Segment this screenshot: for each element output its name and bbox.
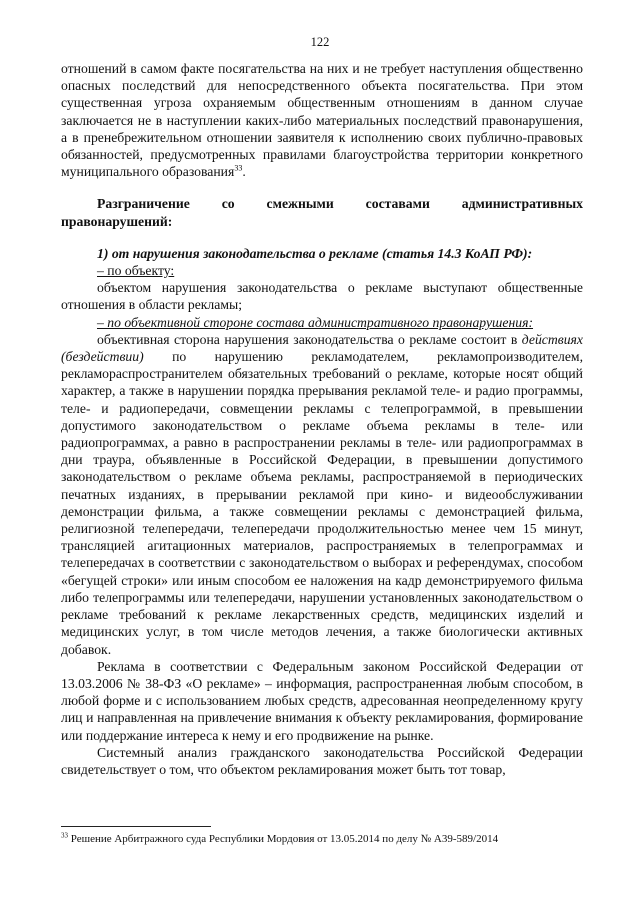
- paragraph-opening-text: отношений в самом факте посягательства на них и не требует наступления общественно опасных последствий для непосредственного объекта посягательства. При этом существенная угроза охраняемым общественным отношениям в данном случае заключается не в наступлении каких-либо материальных последствий правонарушения, а в пренебрежительном отношении заявителя к исполнению своих публично-правовых обязанностей, предусмотренных правилами благоустройства территории конкретного муниципального образования: [61, 61, 583, 180]
- by-object-label: – по объекту:: [97, 263, 175, 279]
- by-objective-label: – по объективной стороне состава административного правонарушения:: [97, 314, 534, 330]
- footnote-number: 33: [61, 831, 68, 840]
- paragraph-opening: отношений в самом факте посягательства на них и не требует наступления общественно опасных последствий для непосредственного объекта посягательства. При этом существенная угроза охраняемым общественным отношениям в данном случае заключается не в наступлении каких-либо материальных последствий правонарушения, а в пренебрежительном отношении заявителя к исполнению своих публично-правовых обязанностей, предусмотренных правилами благоустройства территории конкретного муниципального образования$^{33}$.: [61, 61, 583, 180]
- footnote-reference[interactable]: 33: [234, 163, 243, 173]
- objective-italic: действиях (бездействии): [61, 331, 583, 365]
- by-object-text: объектом нарушения законодательства о рекламе выступают общественные отношения в области рекламы;: [61, 280, 583, 313]
- page-number: 122: [310, 35, 330, 49]
- paragraph-system-analysis: Системный анализ гражданского законодательства Российской Федерации свидетельствует о том, что объектом рекламирования может быть тот товар,: [61, 744, 583, 777]
- objective-rest: по нарушению рекламодателем, рекламопроизводителем, рекламораспространителем обязательных требований о рекламе, которые носят общий характер, а также в нарушении порядка прерывания рекламой теле- и радио программы, теле- и радиопередачи, совмещении рекламы с телепрограммой, в превышении допустимого законодательством о рекламе объема рекламы в теле- или радиопрограммах, а равно в распространении рекламы в теле- или радиопрограммах в дни траура, объявленные в Российской Федерации, в превышении допустимого законодательством о рекламе объема рекламы, распространяемой в периодических печатных изданиях, в прерывании рекламой при кино- и видеообслуживании демонстрации фильма, а также совмещении рекламы с демонстрацией фильма, религиозной телепередачи, телепередачи продолжительностью менее чем 15 минут, трансляцией агитационных материалов, распространяемых в телепрограммах и телепередачах в соответствии с законодательством о выборах и референдумах, способом «бегущей строки» или иным способом ее наложения на кадр демонстрируемого фильма либо телепрограммы или телепередачи, нарушении установленных законодательством о рекламе требований к рекламе лекарственных средств, медицинских изделий и медицинских услуг, в том числе методов лечения, а также биологически активных добавок.: [61, 349, 584, 657]
- footnote: [61, 832, 583, 846]
- footnote-text: Решение Арбитражного суда Республики Мордовия от 13.05.2014 по делу № А39-589/2014: [70, 833, 499, 845]
- section-heading: Разграничение со смежными составами административных: [97, 196, 583, 212]
- section-heading-continuation: правонарушений:: [61, 213, 173, 229]
- subheading-advertising: 1) от нарушения законодательства о рекламе (статья 14.3 КоАП РФ):: [97, 245, 533, 261]
- footnote-divider: [61, 826, 211, 827]
- objective-paragraph: [61, 331, 583, 658]
- objective-lead: объективная сторона нарушения законодательства о рекламе состоит в: [97, 331, 518, 347]
- paragraph-advertising-definition: Реклама в соответствии с Федеральным законом Российской Федерации от 13.03.2006 № 38-ФЗ «О рекламе» – информация, распространенная любым способом, в любой форме и с использованием любых средств, адресованная неопределенному кругу лиц и направленная на привлечение внимания к объекту рекламирования, формирование или поддержание интереса к нему и его продвижение на рынке.: [61, 658, 583, 743]
- page-body: [61, 60, 583, 778]
